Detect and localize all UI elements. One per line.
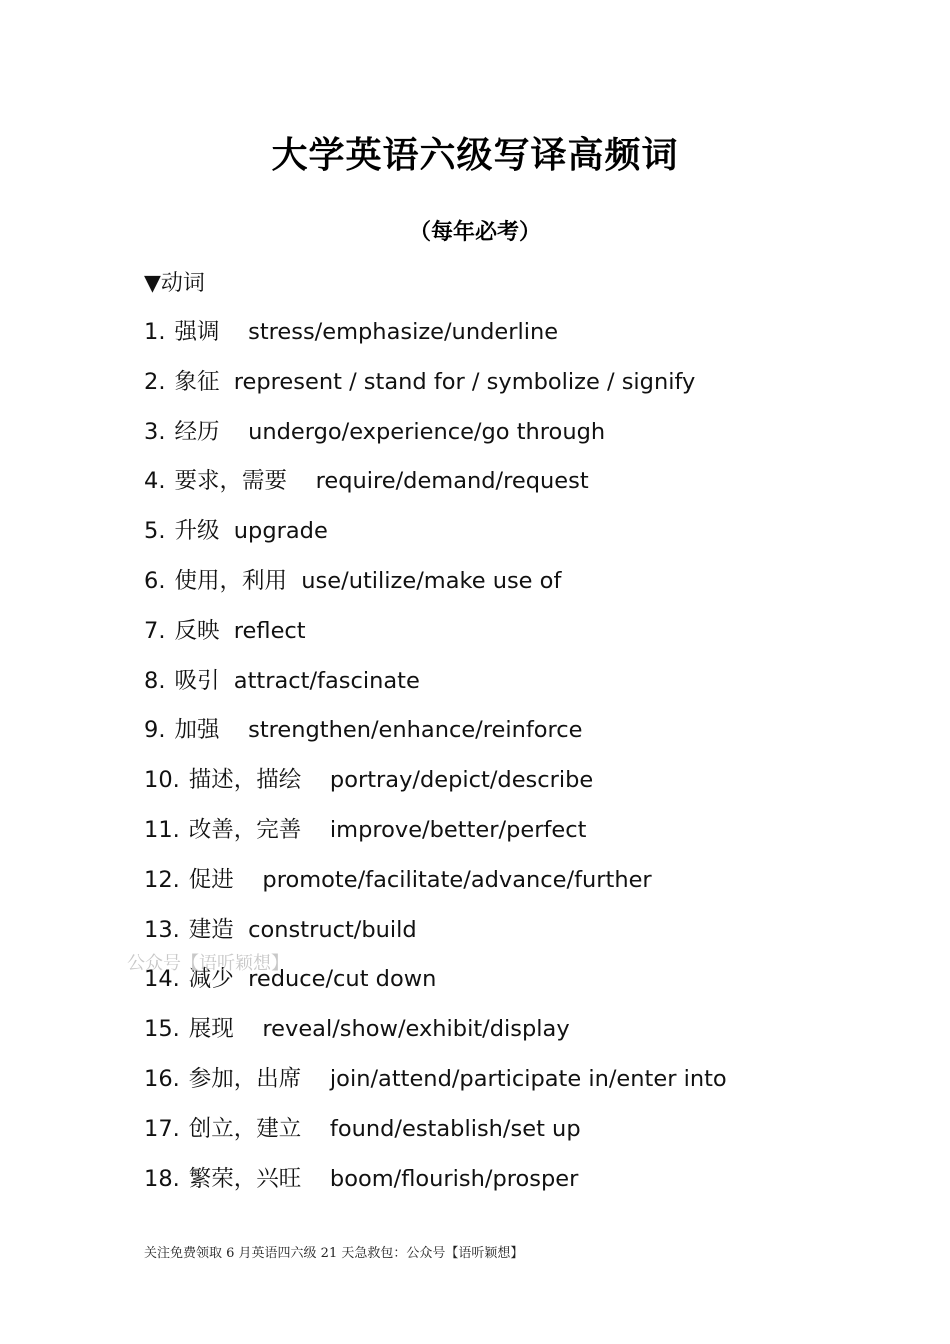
vocab-item [144, 665, 727, 715]
vocab-english: upgrade [233, 518, 328, 545]
vocab-spacer [219, 717, 248, 743]
vocab-number: 15. [144, 1016, 180, 1043]
vocab-english: reflect [233, 617, 306, 644]
vocab-chinese: 反映 [174, 617, 220, 644]
vocab-spacer [219, 668, 233, 694]
vocab-english: attract/fascinate [233, 667, 420, 694]
vocab-number: 9. [144, 717, 166, 744]
vocab-english: stress/emphasize/underline [248, 319, 559, 345]
vocab-chinese: 经历 [174, 418, 220, 445]
vocab-number: 17. [144, 1115, 180, 1142]
vocab-number: 11. [144, 816, 180, 843]
vocab-chinese: 展现 [188, 1016, 234, 1043]
vocabulary-list [144, 316, 727, 1212]
vocab-number: 4. [144, 468, 166, 495]
vocab-item [144, 615, 727, 665]
vocab-item [144, 465, 727, 515]
vocab-chinese: 象征 [174, 368, 220, 395]
vocab-spacer [301, 1166, 330, 1192]
vocab-english: portray/depict/describe [329, 767, 594, 794]
vocab-chinese: 创立，建立 [188, 1115, 302, 1142]
vocab-item [144, 366, 727, 416]
vocab-english: represent / stand for / symbolize / signify [233, 368, 696, 395]
vocab-english: reveal/show/exhibit/display [262, 1016, 570, 1043]
vocab-english: found/establish/set up [329, 1115, 581, 1142]
vocab-chinese: 参加，出席 [188, 1065, 302, 1092]
vocab-english: strengthen/enhance/reinforce [248, 717, 583, 744]
vocab-number: 6. [144, 567, 166, 594]
vocab-spacer [234, 917, 248, 943]
vocab-chinese: 改善，完善 [188, 816, 302, 843]
vocab-english: undergo/experience/go through [248, 418, 606, 445]
vocab-item [144, 1163, 727, 1213]
vocab-chinese: 要求，需要 [174, 468, 287, 495]
section-heading-verbs: ▼动词 [144, 271, 205, 296]
vocab-number: 1. [144, 319, 166, 345]
vocab-spacer [219, 369, 233, 395]
vocab-spacer [219, 419, 248, 445]
vocab-number: 14. [144, 966, 180, 993]
vocab-chinese: 升级 [174, 518, 220, 545]
vocab-number: 5. [144, 518, 166, 545]
vocab-number: 12. [144, 866, 180, 893]
vocab-chinese: 加强 [174, 717, 220, 744]
vocab-english: use/utilize/make use of [301, 567, 562, 594]
vocab-number: 8. [144, 667, 166, 694]
vocab-chinese: 描述，描绘 [188, 767, 302, 794]
vocab-spacer [301, 767, 330, 793]
vocab-item [144, 714, 727, 764]
vocab-number: 16. [144, 1065, 180, 1092]
vocab-chinese: 吸引 [174, 667, 220, 694]
vocab-item [144, 316, 727, 366]
vocab-item [144, 1013, 727, 1063]
vocab-item [144, 565, 727, 615]
vocab-number: 3. [144, 418, 166, 445]
vocab-english: reduce/cut down [248, 966, 437, 993]
vocab-chinese: 使用，利用 [174, 567, 287, 594]
vocab-chinese: 繁荣，兴旺 [188, 1165, 302, 1192]
page-title: 大学英语六级写译高频词 [271, 135, 679, 176]
vocab-number: 13. [144, 916, 180, 943]
page-subtitle: （每年必考） [408, 220, 541, 245]
vocab-item [144, 814, 727, 864]
vocab-spacer [287, 468, 316, 494]
vocab-spacer [301, 1066, 330, 1092]
vocab-english: join/attend/participate in/enter into [329, 1065, 727, 1092]
vocab-chinese: 强调 [174, 319, 220, 345]
watermark-text: 公众号【语听颖想】 [127, 953, 289, 974]
vocab-chinese: 建造 [188, 916, 234, 943]
vocab-spacer [219, 319, 248, 345]
vocab-english: construct/build [248, 916, 417, 943]
vocab-english: require/demand/request [315, 468, 589, 495]
vocab-item [144, 1063, 727, 1113]
footer-note: 关注免费领取 6 月英语四六级 21 天急救包：公众号【语听颖想】 [144, 1246, 524, 1261]
vocab-spacer [301, 1116, 330, 1142]
vocab-spacer [301, 817, 330, 843]
vocab-chinese: 减少 [188, 966, 234, 993]
vocab-english: improve/better/perfect [329, 816, 587, 843]
vocab-english: boom/flourish/prosper [329, 1165, 579, 1192]
vocab-number: 7. [144, 617, 166, 644]
vocab-item [144, 864, 727, 914]
vocab-spacer [234, 1016, 263, 1042]
vocab-spacer [219, 618, 233, 644]
vocab-spacer [234, 867, 263, 893]
vocab-item [144, 515, 727, 565]
vocab-chinese: 促进 [188, 866, 234, 893]
vocab-item [144, 764, 727, 814]
vocab-english: promote/facilitate/advance/further [262, 866, 652, 893]
vocab-item [144, 1113, 727, 1163]
vocab-number: 2. [144, 368, 166, 395]
vocab-number: 18. [144, 1165, 180, 1192]
vocab-spacer [287, 568, 301, 594]
vocab-spacer [219, 518, 233, 544]
vocab-number: 10. [144, 767, 180, 794]
vocab-item [144, 416, 727, 466]
